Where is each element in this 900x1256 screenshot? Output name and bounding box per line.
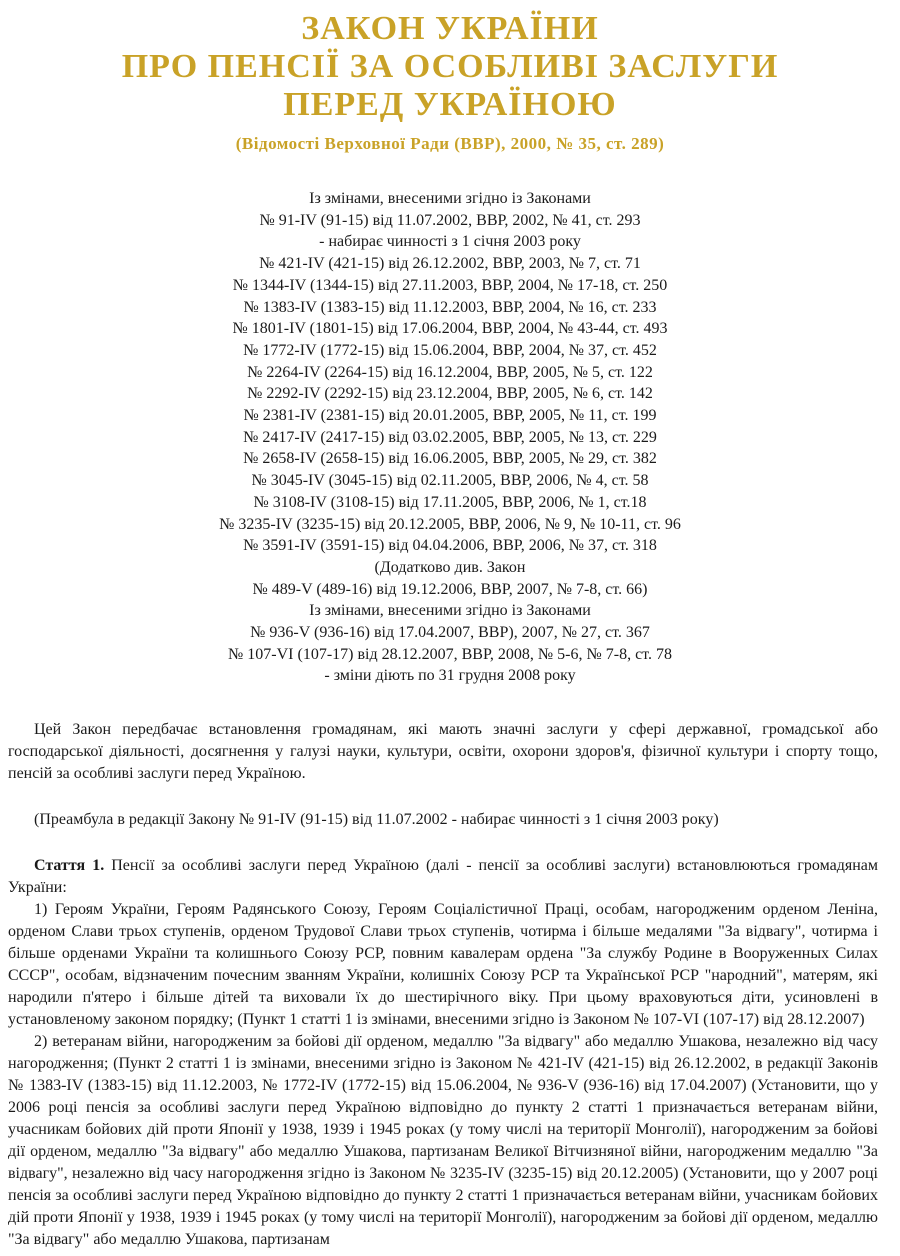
amendment-line: № 107-VI (107-17) від 28.12.2007, ВВР, 2008, № 5-6, № 7-8, ст. 78 [228,645,672,663]
law-body [0,719,900,1251]
law-title-line-3: ПЕРЕД УКРАЇНОЮ [283,86,617,123]
amendment-line: Із змінами, внесеними згідно із Законами [309,602,591,620]
amendment-line: № 2417-IV (2417-15) від 03.02.2005, ВВР, 2005, № 13, ст. 229 [243,428,657,446]
amendment-line: № 3235-IV (3235-15) від 20.12.2005, ВВР, 2006, № 9, № 10-11, ст. 96 [219,515,681,533]
amendment-line: № 936-V (936-16) від 17.04.2007, ВВР), 2007, № 27, ст. 367 [250,624,650,642]
preamble-note: (Преамбула в редакції Закону № 91-IV (91-15) від 11.07.2002 - набирає чинності з 1 січня 2003 року) [34,811,719,829]
amendments-list [0,188,900,687]
amendment-line: № 91-IV (91-15) від 11.07.2002, ВВР, 2002, № 41, ст. 293 [259,211,641,229]
law-title-line-2: ПРО ПЕНСІЇ ЗА ОСОБЛИВІ ЗАСЛУГИ [121,48,779,85]
law-title-line-1: ЗАКОН УКРАЇНИ [301,10,599,47]
article-1-intro-text: Пенсії за особливі заслуги перед Україною (далі - пенсії за особливі заслуги) встановлюються громадянам України: [8,857,879,897]
amendment-line: Із змінами, внесеними згідно із Законами [309,190,591,207]
amendment-line: № 3108-IV (3108-15) від 17.11.2005, ВВР, 2006, № 1, ст.18 [253,493,647,511]
amendment-line: № 1772-IV (1772-15) від 15.06.2004, ВВР, 2004, № 37, ст. 452 [243,341,657,359]
article-1-item-1: 1) Героям України, Героям Радянського Союзу, Героям Соціалістичної Праці, особам, нагородженим орденом Леніна, орденом Слави трьох ступенів, орденом Трудової Слави трьох ступенів, чотирма і більше медалями "За відвагу", чотирма і більше орденами України та колишнього Союзу РСР, повним кавалерам ордена "За службу Родине в Вооруженных Силах СССР", особам, відзначеним почесним званням України, колишніх Союзу РСР та Української РСР "народний", матерям, які народили п'ятеро і більше дітей та виховали їх до шестирічного віку. При цьому враховуються діти, усиновлені в установленому законом порядку; (Пункт 1 статті 1 із змінами, внесеними згідно із Законом № 107-VI (107-17) від 28.12.2007) [8,901,878,1029]
amendment-line: № 421-IV (421-15) від 26.12.2002, ВВР, 2003, № 7, ст. 71 [259,255,641,273]
amendment-line: № 3591-IV (3591-15) від 04.04.2006, ВВР, 2006, № 37, ст. 318 [243,537,657,555]
amendment-line: № 2264-IV (2264-15) від 16.12.2004, ВВР, 2005, № 5, ст. 122 [247,363,653,381]
amendment-line: - зміни діють по 31 грудня 2008 року [324,667,576,685]
article-1-title: Стаття 1. [34,857,105,875]
article-1-item-2: 2) ветеранам війни, нагородженим за бойові дії орденом, медаллю "За відвагу" або медаллю Ушакова, незалежно від часу нагородження; (Пункт 2 статті 1 із змінами, внесеними згідно із Законом № 421-IV (421-15) від 26.12.2002, в редакції Законів № 1383-IV (1383-15) від 11.12.2003, № 1772-IV (1772-15) від 15.06.2004, № 936-V (936-16) від 17.04.2007) (Установити, що у 2006 році пенсія за особливі заслуги перед Україною відповідно до пункту 2 статті 1 призначається ветеранам війни, учасникам бойових дій проти Японії у 1938, 1939 і 1945 роках (у тому числі на території Монголії), нагородженим за бойові дії орденом, медаллю "За відвагу" або медаллю Ушакова, партизанам Великої Вітчизняної війни, нагородженим медаллю "За відвагу", незалежно від часу нагородження згідно із Законом № 3235-IV (3235-15) від 20.12.2005) (Установити, що у 2007 році пенсія за особливі заслуги перед Україною відповідно до пункту 2 статті 1 призначається ветеранам війни, учасникам бойових дій проти Японії у 1938, 1939 і 1945 роках (у тому числі на території Монголії), нагородженим за бойові дії орденом, медаллю "За відвагу" або медаллю Ушакова, партизанам [8,1033,878,1249]
amendment-line: № 3045-IV (3045-15) від 02.11.2005, ВВР, 2006, № 4, ст. 58 [251,472,649,490]
amendment-line: № 1344-IV (1344-15) від 27.11.2003, ВВР, 2004, № 17-18, ст. 250 [232,276,668,294]
title-block [0,10,900,154]
amendment-line: № 489-V (489-16) від 19.12.2006, ВВР, 2007, № 7-8, ст. 66) [252,580,648,598]
source-reference: (Відомості Верховної Ради (ВВР), 2000, № 35, ст. 289) [235,134,665,153]
amendment-line: № 1801-IV (1801-15) від 17.06.2004, ВВР, 2004, № 43-44, ст. 493 [232,320,668,338]
amendment-line: № 2381-IV (2381-15) від 20.01.2005, ВВР, 2005, № 11, ст. 199 [243,407,657,425]
amendment-line: - набирає чинності з 1 січня 2003 року [319,233,581,251]
amendment-line: № 2658-IV (2658-15) від 16.06.2005, ВВР, 2005, № 29, ст. 382 [243,450,657,468]
amendment-line: (Додатково див. Закон [374,558,526,576]
preamble: Цей Закон передбачає встановлення громадянам, які мають значні заслуги у сфері державної, громадської або господарської діяльності, досягнення у галузі науки, культури, освіти, охорони здоров'я, фізичної культури і спорту тощо, пенсій за особливі заслуги перед Україною. [8,721,878,783]
article-1-intro [8,855,878,899]
amendment-line: № 2292-IV (2292-15) від 23.12.2004, ВВР, 2005, № 6, ст. 142 [247,385,653,403]
amendment-line: № 1383-IV (1383-15) від 11.12.2003, ВВР, 2004, № 16, ст. 233 [243,298,657,316]
